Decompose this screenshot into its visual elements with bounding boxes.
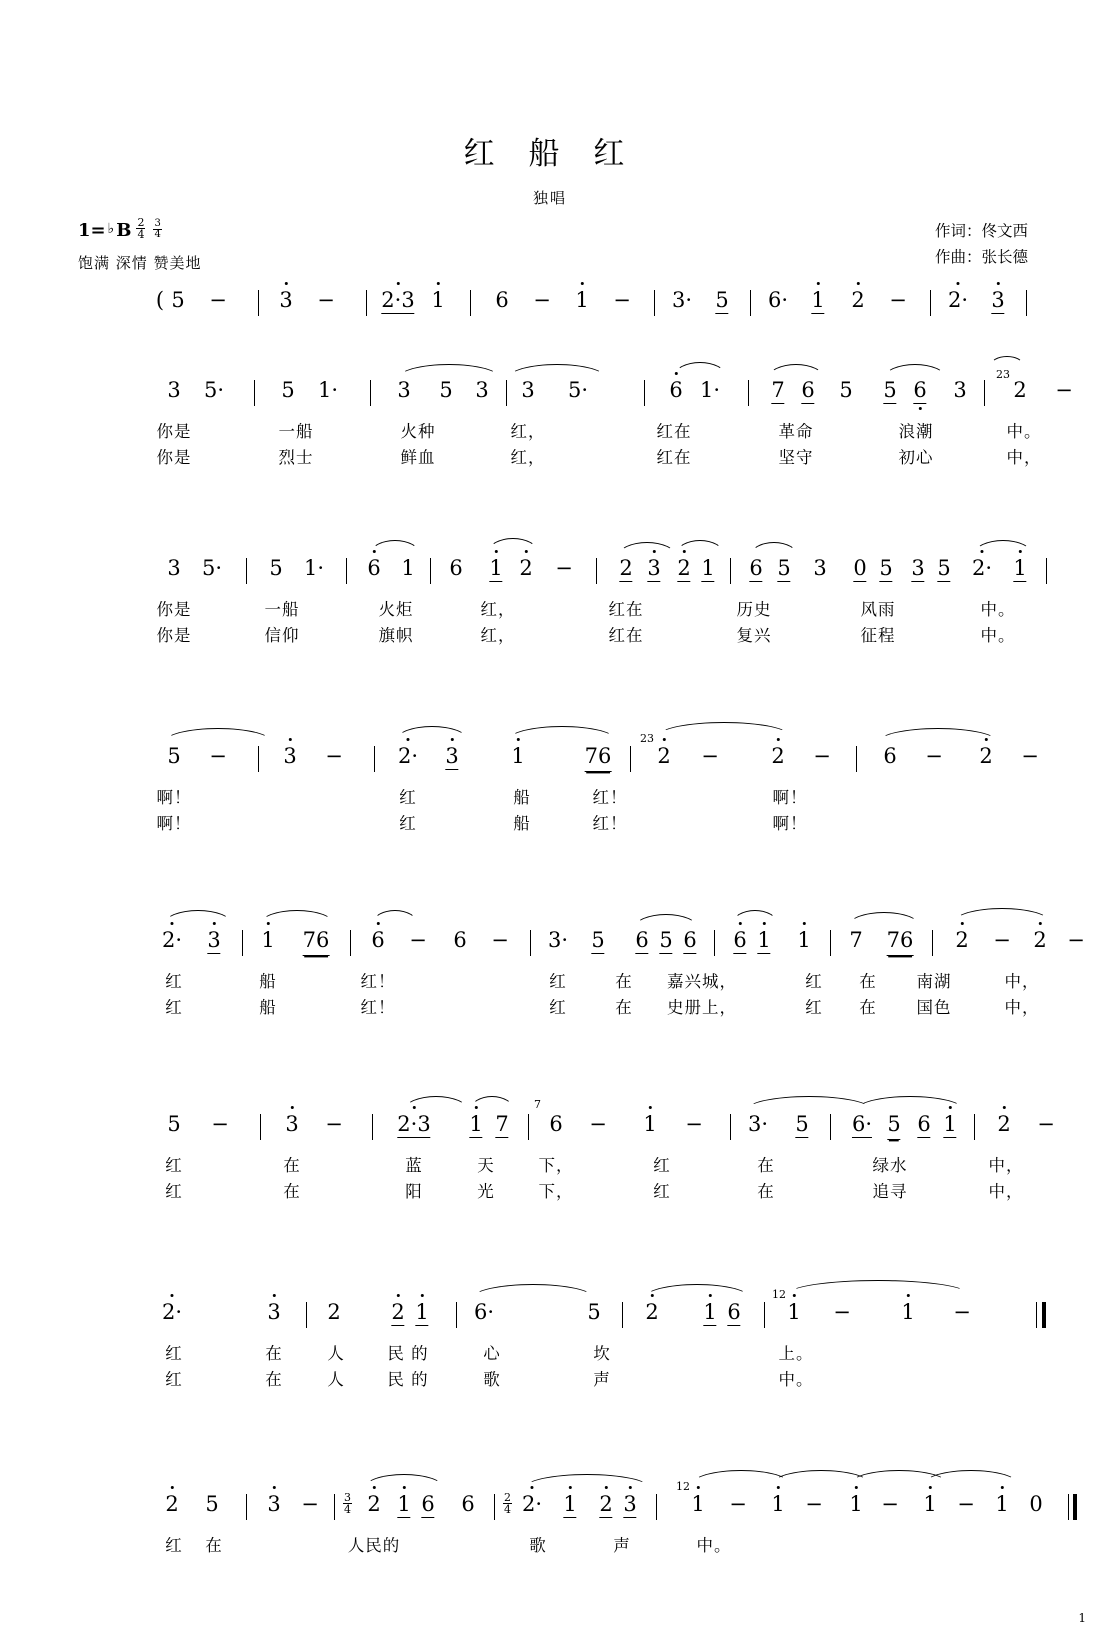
system-chorus-4: [78, 1288, 1022, 1392]
sheet-music-page: [0, 128, 1100, 1633]
page-title: 红 船 红: [463, 136, 637, 172]
mood-text: 饱满 深情 赞美地: [78, 254, 202, 272]
meter-change-3-4: $\frac{3}{4}$: [344, 1491, 351, 1516]
lyric-row-2: 啊！ 红 船 红！ 啊！: [156, 814, 808, 833]
system-chorus-3: [78, 1098, 1055, 1204]
lyric-row-1: 红 在 人民的 歌 声 中。: [165, 1536, 732, 1555]
lyric-row-2: 红 在 阳 光 下， 红 在 追寻 中，: [165, 1182, 1024, 1201]
key-prefix: 1=: [78, 220, 106, 241]
system-coda: [78, 1480, 1043, 1558]
notation-row: 2· 3 1 76 6 − 6 − 3· 5 6 5 6 6 1 1 7 76 2 − 2 −: [78, 928, 1022, 968]
credits: [935, 218, 1028, 271]
system-intro: [78, 288, 1022, 328]
meter-3-4: $\frac{3}{4}$: [154, 218, 161, 240]
notation-row: 5 − 3 − 2· 3 1 76 23 2 − 2 − 6 − 2 −: [78, 744, 1022, 784]
notation-row: 2 5 3 − $\frac{3}{4}$ 2 1 6 6 $\frac{2}{4}$ 2· 1 2 3 12 1 − 1 − 1 − 1 − 1 0: [78, 1492, 1022, 1532]
final-barline: [1068, 1494, 1078, 1520]
lyricist: 作词：佟文西: [934, 222, 1028, 240]
lyric-row-2: 红 船 红！ 红 在 史册上， 红 在 国色 中，: [165, 998, 1040, 1017]
notation-row: 5 − 3 − 2·3 1 7 7 6 − 1 − 3· 5 6· 5 6 1 2 −: [78, 1112, 1022, 1152]
system-chorus-2: [78, 928, 1085, 1020]
key-letter: B: [116, 220, 132, 241]
notation-row: 3 5· 5 1· 6 1 6 1 2 − 2 3 2 1 6 5 3 0 5 3 5 2· 1: [78, 556, 1022, 596]
notation-row: 2· 3 2 2 1 6· 5 2 1 6 12 1 − 1 −: [78, 1300, 1022, 1340]
notation-row: 3 5· 5 1· 3 5 3 3 5· 6 1· 7 6 5 5 6 3 23 2 −: [78, 378, 1022, 418]
flat-symbol: ♭: [107, 221, 115, 237]
notation-row: ( 5 − 3 − 2·3 1 6 − 1 − 3· 5 6· 1 2 − 2· 3: [78, 288, 1022, 328]
lyric-row-1: 你是 一船 火种 红， 红在 革命 浪潮 中。: [156, 422, 1042, 441]
subtitle: 独唱: [532, 189, 567, 207]
meter-2-4: $\frac{2}{4}$: [137, 216, 145, 241]
system-chorus-1: [78, 732, 1039, 836]
lyric-row-1: 红 在 蓝 天 下， 红 在 绿水 中，: [165, 1156, 1024, 1175]
meta-row: [0, 218, 1100, 276]
lyric-row-1: 红 在 人 民 的 心 坎 上。: [165, 1344, 814, 1363]
system-verse-2: [78, 556, 1027, 648]
lyric-row-2: 你是 烈士 鲜血 红， 红在 坚守 初心 中，: [156, 448, 1042, 467]
meter-change-2-4: $\frac{2}{4}$: [504, 1491, 511, 1516]
lyric-row-1: 啊！ 红 船 红！ 啊！: [156, 788, 808, 807]
page-number: 1: [1078, 1611, 1086, 1625]
system-verse-1: [78, 368, 1073, 470]
lyric-row-2: 红 在 人 民 的 歌 声 中。: [165, 1370, 814, 1389]
key-signature-block: [78, 218, 202, 273]
lyric-row-2: 你是 信仰 旗帜 红， 红在 复兴 征程 中。: [156, 626, 1016, 645]
lyric-row-1: 你是 一船 火炬 红， 红在 历史 风雨 中。: [156, 600, 1016, 619]
lyric-row-1: 红 船 红！ 红 在 嘉兴城， 红 在 南湖 中，: [165, 972, 1040, 991]
composer: 作曲：张长德: [934, 248, 1028, 267]
repeat-barline: [1036, 1302, 1050, 1328]
